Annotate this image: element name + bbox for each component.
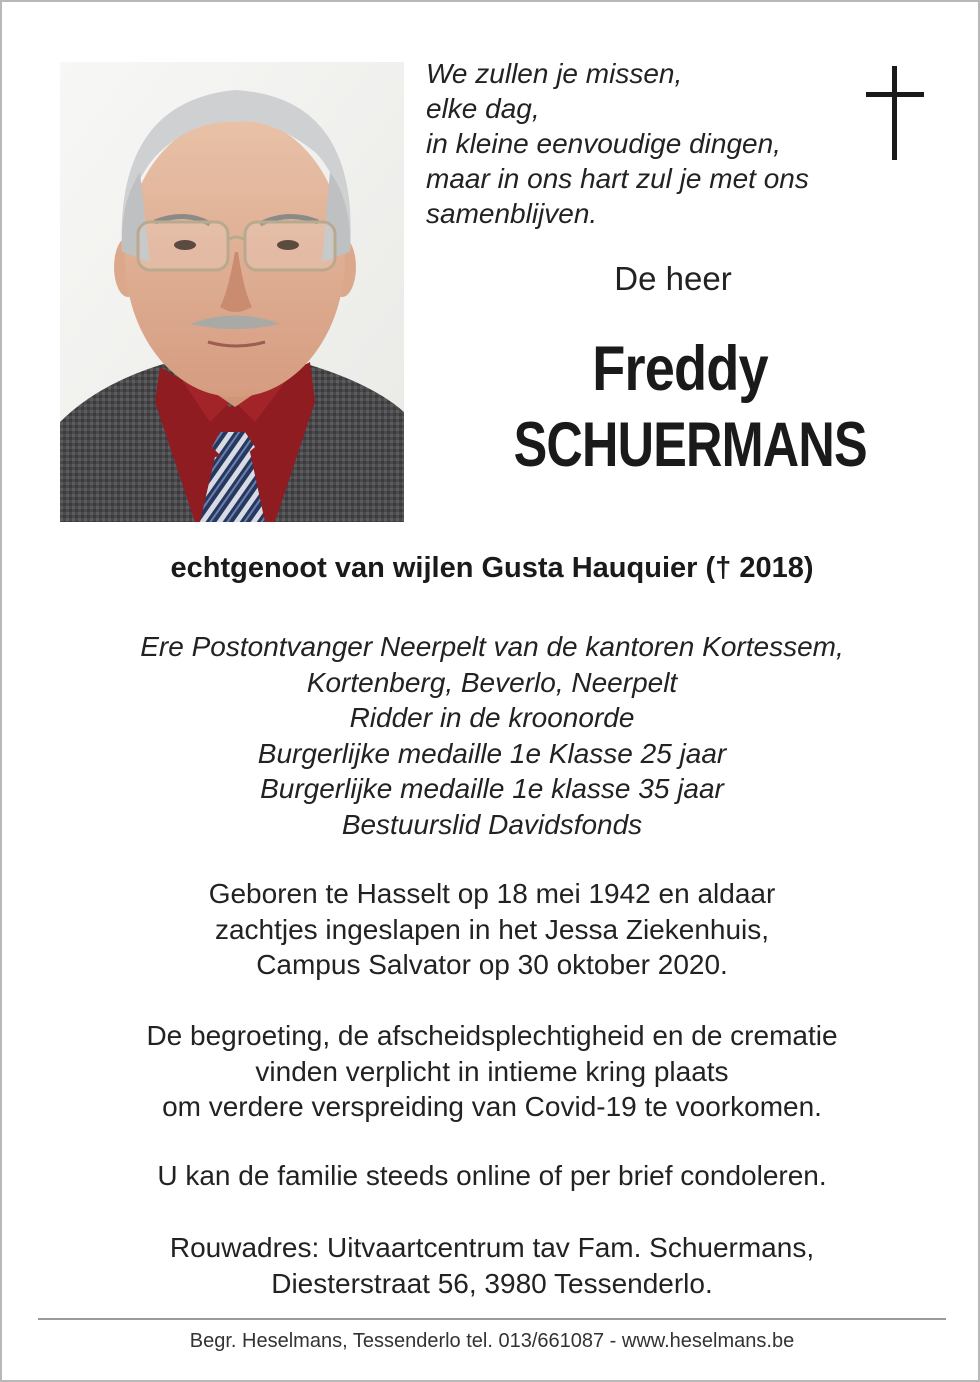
title-line: Kortenberg, Beverlo, Neerpelt (306, 666, 678, 698)
birth-death-text (42, 876, 942, 983)
poem-line: We zullen je missen, (426, 58, 683, 89)
first-name: Freddy (592, 334, 768, 404)
portrait-illustration (60, 62, 404, 522)
title-line: Ridder in de kroonorde (349, 702, 635, 733)
condolences-line: U kan de familie steeds online of per brief condoleren. (157, 1160, 827, 1191)
address-line: Rouwadres: Uitvaartcentrum tav Fam. Schuermans, (169, 1232, 815, 1263)
birth-death-line: Geboren te Hasselt op 18 mei 1942 en aldaar (208, 878, 776, 909)
farewell-text (42, 1018, 942, 1125)
birth-death-line: Campus Salvator op 30 oktober 2020. (256, 949, 728, 980)
title-line: Burgerlijke medaille 1e Klasse 25 jaar (257, 737, 727, 769)
farewell-line: De begroeting, de afscheidsplechtigheid en de crematie (146, 1020, 838, 1051)
poem (426, 56, 866, 231)
title-line: Burgerlijke medaille 1e klasse 35 jaar (260, 773, 724, 804)
title-line: Ere Postontvanger Neerpelt van de kantoren Kortessem, (140, 631, 844, 662)
poem-line: samenblijven. (426, 198, 598, 229)
condolences-text (42, 1158, 942, 1194)
farewell-line: om verdere verspreiding van Covid-19 te voorkomen. (162, 1091, 822, 1122)
last-name: SCHUERMANS (513, 410, 867, 480)
footer-divider (38, 1318, 946, 1320)
funeral-home-footer: Begr. Heselmans, Tessenderlo tel. 013/661087 - www.heselmans.be (189, 1330, 795, 1352)
address-line: Diesterstraat 56, 3980 Tessenderlo. (271, 1267, 713, 1299)
mourning-address (42, 1230, 942, 1301)
birth-death-line: zachtjes ingeslapen in het Jessa Ziekenhuis, (214, 913, 770, 945)
title-line: Bestuurslid Davidsfonds (341, 808, 643, 840)
poem-line: elke dag, (426, 93, 540, 124)
portrait-photo (60, 62, 404, 522)
poem-line: maar in ons hart zul je met ons (426, 163, 809, 194)
poem-line: in kleine eenvoudige dingen, (426, 128, 781, 159)
deceased-name (472, 332, 888, 484)
titles-list (42, 629, 942, 842)
cross-icon (866, 66, 924, 160)
honorific: De heer (614, 260, 732, 297)
spouse-line: echtgenoot van wijlen Gusta Hauquier († 2018) (170, 552, 814, 584)
farewell-line: vinden verplicht in intieme kring plaats (255, 1055, 729, 1087)
